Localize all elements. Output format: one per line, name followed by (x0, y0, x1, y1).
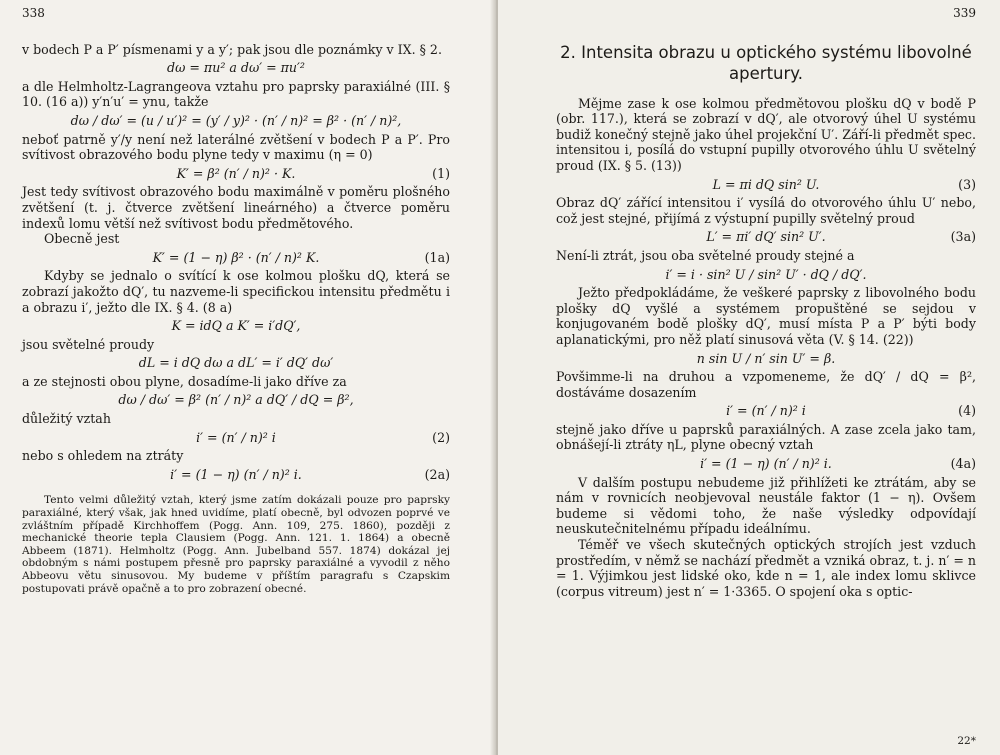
equation (22, 392, 450, 408)
equation-text: i′ = (1 − η) (n′ / n)² i. (170, 466, 302, 482)
paragraph: Povšimme-li na druhou a vzpomeneme, že dQ′ / dQ = β², dostáváme dosazením (556, 369, 976, 400)
equation (556, 177, 976, 193)
right-page-body (556, 6, 976, 747)
equation-number: (3a) (950, 229, 976, 245)
equation (556, 229, 976, 245)
equation (22, 318, 450, 334)
equation-text: K′ = (1 − η) β² · (n′ / n)² K. (152, 249, 320, 265)
equation (556, 267, 976, 283)
left-text-block (22, 42, 450, 596)
equation (556, 403, 976, 419)
right-page-number: 339 (953, 6, 976, 20)
equation (22, 355, 450, 371)
paragraph: Není-li ztrát, jsou oba světelné proudy stejné a (556, 247, 855, 263)
equation-text: dL = i dQ dω a dL′ = i′ dQ′ dω′ (138, 355, 334, 371)
equation-number: (2) (432, 429, 450, 445)
paragraph: Téměř ve všech skutečných optických strojích jest vzduch prostředím, v němž se nachází předmět a vzniká obraz, t. j. n′ = n = 1. Výjimkou jest lidské oko, kde n = 1, ale index lomu sklivce (corpus vitreum) jest n′ = 1·3365. O spojení oka s optic- (556, 537, 976, 599)
equation-text: L = πi dQ sin² U. (712, 176, 820, 192)
equation-text: K = idQ a K′ = i′dQ′, (171, 318, 301, 334)
equation (22, 250, 450, 266)
paragraph: nebo s ohledem na ztráty (22, 448, 184, 464)
equation-number: (1) (432, 165, 450, 181)
paragraph: Ježto předpokládáme, že veškeré paprsky z libovolného bodu plošky dQ vyšlé a systémem propuštěné se sejdou v konjugovaném bodě plošky dQ′, musí místa P a P′ býti body aplanatickými, pro něž platí sinusová věta (V. § 14. (22)) (556, 285, 976, 347)
paragraph: a ze stejnosti obou plyne, dosadíme-li jako dříve za (22, 373, 347, 389)
equation-number: (4) (958, 403, 976, 419)
paragraph: Obecně jest (44, 231, 120, 247)
paragraph: důležitý vztah (22, 411, 111, 427)
paragraph: Obraz dQ′ zářící intensitou i′ vysílá do otvorového úhlu U′ nebo, což jest stejné, přijímá z výstupní pupilly světelný proud (556, 195, 976, 226)
paragraph: Jest tedy svítivost obrazového bodu maximálně v poměru plošného zvětšení (t. j. čtverce zvětšení lineárného) a čtverce poměru indexů lomu větší než svítivost bodu předmětového. (22, 184, 450, 231)
section-heading: 2. Intensita obrazu u optického systému libovolné apertury. (560, 42, 972, 83)
paragraph: neboť patrně y′/y není než laterálné zvětšení v bodech P a P′. Pro svítivost obrazového bodu plyne tedy v maximu (η = 0) (22, 131, 450, 163)
paragraph: V dalším postupu nebudeme již přihlížeti ke ztrátám, aby se nám v rovnicích neobjevoval neustále faktor (1 − η). Ovšem budeme si vědomi toho, že naše výsledky odpovídají neuskutečnitelnému případu ideálnímu. (556, 474, 976, 537)
right-text-block (556, 96, 976, 600)
equation-text: i′ = (n′ / n)² i (196, 429, 276, 445)
equation-number: (4a) (950, 456, 976, 472)
equation-text: dω / dω′ = β² (n′ / n)² a dQ′ / dQ = β², (118, 392, 354, 408)
equation (22, 113, 450, 129)
paragraph: Kdyby se jednalo o svítící k ose kolmou plošku dQ, která se zobrazí jakožto dQ′, tu nazveme-li specifickou intensitu předmětu i a obrazu i′, ježto dle IX. § 4. (8 a) (22, 268, 450, 315)
equation-text: dω = πu² a dω′ = πu′² (167, 60, 305, 76)
left-page-body (22, 6, 450, 595)
equation-number: (1a) (424, 249, 450, 265)
paragraph: stejně jako dříve u paprsků paraxiálných. A zase zcela jako tam, obnášejí-li ztráty ηL, plyne obecný vztah (556, 421, 976, 453)
equation (22, 430, 450, 446)
left-page-number: 338 (22, 6, 45, 20)
left-page (0, 0, 496, 755)
equation-number: (2a) (424, 466, 450, 482)
equation-text: n sin U / n′ sin U′ = β. (696, 350, 836, 366)
equation-number: (3) (958, 176, 976, 192)
equation-text: i′ = (n′ / n)² i (726, 403, 806, 419)
paragraph: a dle Helmholtz-Lagrangeova vztahu pro paprsky paraxiálné (III. § 10. (16 a)) y′n′u′ = ynu, takže (22, 78, 450, 110)
equation-text: L′ = πi′ dQ′ sin² U′. (706, 229, 826, 245)
equation-text: i′ = (1 − η) (n′ / n)² i. (700, 456, 832, 472)
equation-text: dω / dω′ = (u / u′)² = (y′ / y)² · (n′ / n)² = β² · (n′ / n)², (70, 112, 402, 128)
equation-text: K′ = β² (n′ / n)² · K. (176, 165, 296, 181)
right-page (498, 0, 1000, 755)
equation (22, 467, 450, 483)
equation (556, 351, 976, 367)
footnote-paragraph: Tento velmi důležitý vztah, který jsme zatím dokázali pouze pro paprsky paraxiálné, který však, jak hned uvidíme, platí obecně, byl odvozen poprvé ve zvláštním případě Kirchhoffem (Pogg. Ann. 109, 275. 1860), později z mechanické theorie tepla Clausiem (Pogg. Ann. 121. 1. 1864) a obecně Abbeem (1871). Helmholtz (Pogg. Ann. Jubelband 557. 1874) dokázal jej obdobným s námi postupem přesně pro paprsky paraxiálné a vyvodil z něho Abbeovu větu sinusovou. My budeme v příštím paragrafu s Czapskim postupovati právě opačně a to pro zobrazení obecné. (22, 494, 450, 595)
paragraph: Mějme zase k ose kolmou předmětovou plošku dQ v bodě P (obr. 117.), která se zobrazí v dQ′, ale otvorový úhel U systému budiž konečný stejně jako úhel projekční U′. Září-li předmět spec. intensitou i, posílá do vstupní pupilly otvorového úhlu U světelný proud (IX. § 5. (13)) (556, 95, 976, 173)
equation (22, 60, 450, 76)
paragraph: v bodech P a P′ písmenami y a y′; pak jsou dle poznámky v IX. § 2. (22, 41, 442, 57)
signature-mark: 22* (957, 735, 976, 747)
equation (22, 166, 450, 182)
equation-text: i′ = i · sin² U / sin² U′ · dQ / dQ′. (665, 266, 867, 282)
equation (556, 456, 976, 472)
paragraph: jsou světelné proudy (22, 336, 155, 352)
